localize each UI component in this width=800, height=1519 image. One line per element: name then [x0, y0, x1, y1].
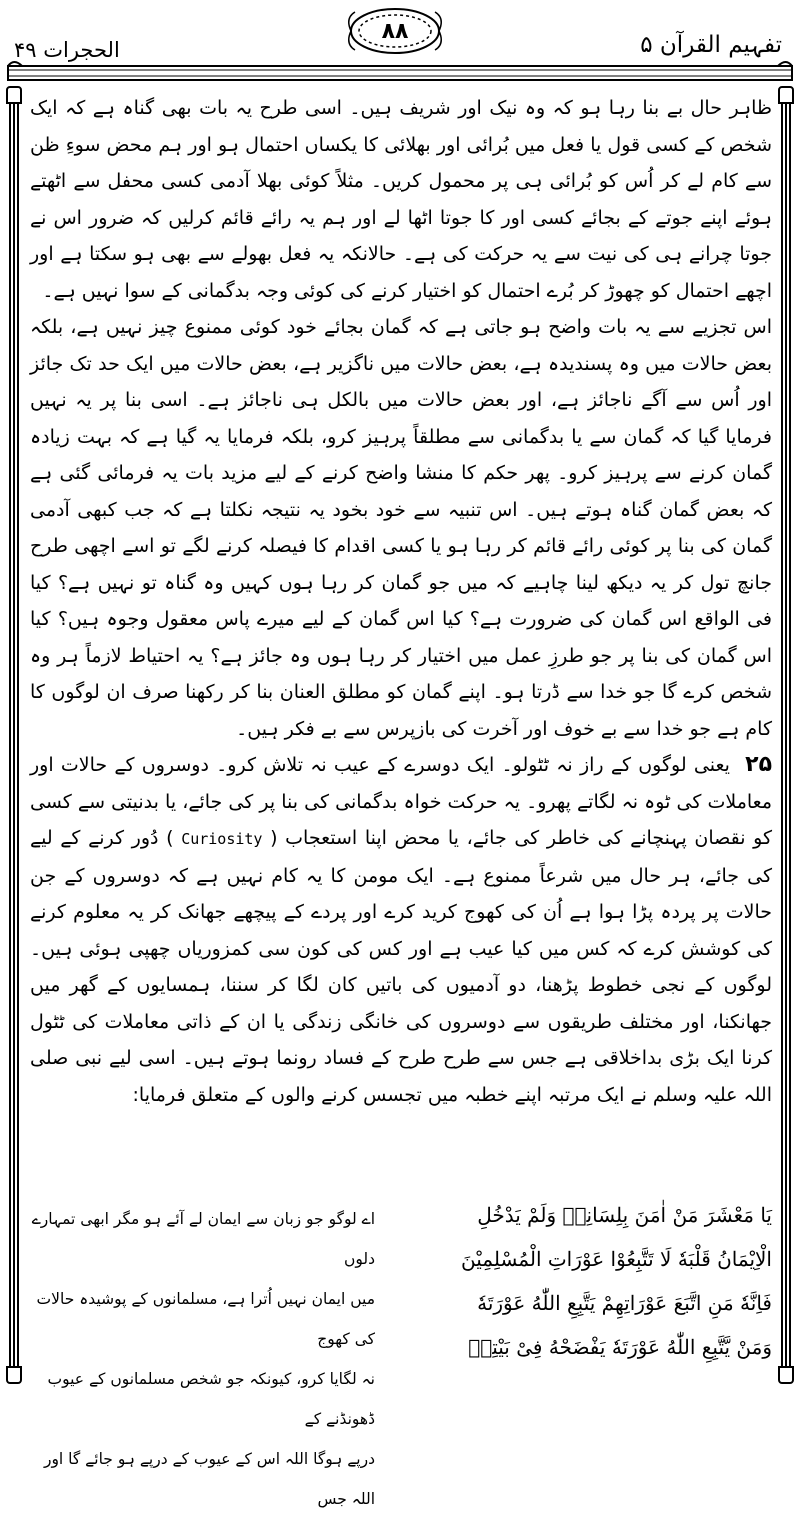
page-number-ornament — [345, 4, 445, 58]
hadith-arabic — [382, 1193, 772, 1369]
paragraph-3 — [30, 747, 772, 1113]
right-column-ornament — [778, 86, 794, 1384]
footnote-number: ۲۵ — [745, 752, 772, 777]
translation-line: نہ لگایا کرو، کیونکہ جو شخص مسلمانوں کے عیوب ڈھونڈنے کے — [47, 1370, 375, 1428]
translation-line: میں ایمان نہیں اُترا ہے، مسلمانوں کے پوشیدہ حالات کی کھوج — [36, 1290, 375, 1348]
paragraph-3-part-b: ) دُور کرنے کے لیے کی جائے، ہر حال میں شرعاً ممنوع ہے۔ ایک مومن کا یہ کام نہیں ہے کہ دوسروں کے جن حالات پر پردہ پڑا ہوا ہے اُن کی کھوج کرید کرے اور پردے کے پیچھے جھانک کر یہ معلوم کرنے کی کوشش کرے کہ کس میں کیا عیب ہے اور کس کی کون سی کمزوریاں چھپی ہوئی ہیں۔ لوگوں کے نجی خطوط پڑھنا، دو آدمیوں کی باتیں کان لگا کر سننا، ہمسایوں کے گھر میں جھانکنا، اور مختلف طریقوں سے دوسروں کی خانگی زندگی یا ان کے ذاتی معاملات کی ٹٹول کرنا ایک بڑی بداخلاقی ہے جس سے طرح طرح کے فساد رونما ہوتے ہیں۔ اسی لیے نبی صلی اللہ علیہ وسلم نے ایک مرتبہ اپنے خطبہ میں تجسس کرنے والوں کے متعلق فرمایا: — [30, 827, 772, 1106]
translation-line: درپے ہوگا اللہ اس کے عیوب کے درپے ہو جائے گا اور اللہ جس — [43, 1450, 375, 1508]
paragraph-3-part-a: یعنی لوگوں کے راز نہ ٹٹولو۔ ایک دوسرے کے عیب نہ تلاش کرو۔ دوسروں کے حالات اور معاملات کی ٹوہ نہ لگاتے پھرو۔ یہ حرکت خواہ بدگمانی کی بنا پر کی جائے، یا بدنیتی سے کسی کو نقصان پہنچانے کی خاطر کی جائے، یا محض اپنا استعجاب ( — [30, 754, 773, 849]
book-title: تفہیم القرآن ۵ — [640, 32, 782, 58]
paragraph-1: ظاہر حال بے بنا رہا ہو کہ وہ نیک اور شریف ہیں۔ اسی طرح یہ بات بھی گناہ ہے کہ ایک شخص کے کسی قول یا فعل میں بُرائی اور بھلائی کا یکساں احتمال ہو اور ہم محض سوءِ ظن سے کام لے کر اُس کو بُرائی ہی پر محمول کریں۔ مثلاً کوئی بھلا آدمی کسی محفل سے اٹھتے ہوئے اپنے جوتے کے بجائے کسی اور کا جوتا اٹھا لے اور ہم یہ رائے قائم کرلیں کہ ضرور اس نے جوتا چرانے ہی کی نیت سے یہ حرکت کی ہے۔ حالانکہ یہ فعل بھولے سے بھی ہو سکتا ہے اور اچھے احتمال کو چھوڑ کر بُرے احتمال کو اختیار کرنے کی کوئی وجہ بدگمانی کے سوا نہیں ہے۔ — [30, 97, 772, 302]
commentary-body — [30, 90, 772, 1113]
hadith-block — [30, 1193, 772, 1508]
surah-title: الحجرات ۴۹ — [14, 38, 120, 62]
paragraph-2: اس تجزیے سے یہ بات واضح ہو جاتی ہے کہ گمان بجائے خود کوئی ممنوع چیز نہیں ہے، بلکہ بعض حالات میں وہ پسندیدہ ہے، بعض حالات میں ناگزیر ہے، بعض حالات میں ایک حد تک جائز اور اُس سے آگے ناجائز ہے، اور بعض حالات میں بالکل ہی ناجائز ہے۔ اسی بنا پر یہ نہیں فرمایا گیا کہ گمان سے یا بدگمانی سے مطلقاً پرہیز کرو، بلکہ فرمایا یہ گیا ہے کہ بہت زیادہ گمان کرنے سے پرہیز کرو۔ پھر حکم کا منشا واضح کرنے کے لیے مزید بات یہ فرمائی گئی ہے کہ بعض گمان گناہ ہوتے ہیں۔ اس تنبیہ سے خود بخود یہ نتیجہ نکلتا ہے کہ جب کبھی آدمی گمان کی بنا پر کوئی رائے قائم کر رہا ہو یا کسی اقدام کا فیصلہ کرنے لگے تو اسے اچھی طرح جانچ تول کر یہ دیکھ لینا چاہیے کہ میں جو گمان کر رہا ہوں کہیں وہ گناہ تو نہیں ہے؟ کیا فی الواقع اس گمان کی ضرورت ہے؟ کیا اس گمان کے لیے میرے پاس معقول وجوہ ہیں؟ کیا اس گمان کی بنا پر جو طرزِ عمل میں اختیار کر رہا ہوں وہ جائز ہے؟ یہ احتیاط لازماً ہر وہ شخص کرے گا جو خدا سے ڈرتا ہو۔ اپنے گمان کو مطلق العنان بنا کر رکھنا صرف ان لوگوں کا کام ہے جو خدا سے بے خوف اور آخرت کی بازپرس سے بے فکر ہیں۔ — [30, 316, 772, 740]
page-number: ۸۸ — [381, 19, 409, 44]
arabic-line: الْاِیْمَانُ قَلْبَهٗ لَا تَتَّبِعُوْا عَوْرَاتِ الْمُسْلِمِیْنَ — [461, 1247, 772, 1271]
arabic-line: یَا مَعْشَرَ مَنْ اٰمَنَ بِلِسَانِهٖ وَلَمْ یَدْخُلِ — [477, 1203, 772, 1227]
arabic-line: وَمَنْ یَّتَّبِعِ اللّٰهُ عَوْرَتَهٗ یَفْضَحْهُ فِیْ بَیْتِهٖ — [468, 1335, 772, 1359]
arabic-line: فَاِنَّهٗ مَنِ اتَّبَعَ عَوْرَاتِهِمْ یَتَّبِعِ اللّٰهُ عَوْرَتَهٗ — [477, 1291, 772, 1315]
english-term: Curiosity — [181, 830, 263, 848]
hadith-translation — [30, 1199, 375, 1519]
left-column-ornament — [6, 86, 22, 1384]
top-border-ornament-icon — [6, 58, 794, 86]
translation-line: اے لوگو جو زبان سے ایمان لے آئے ہو مگر ابھی تمہارے دلوں — [31, 1210, 375, 1268]
